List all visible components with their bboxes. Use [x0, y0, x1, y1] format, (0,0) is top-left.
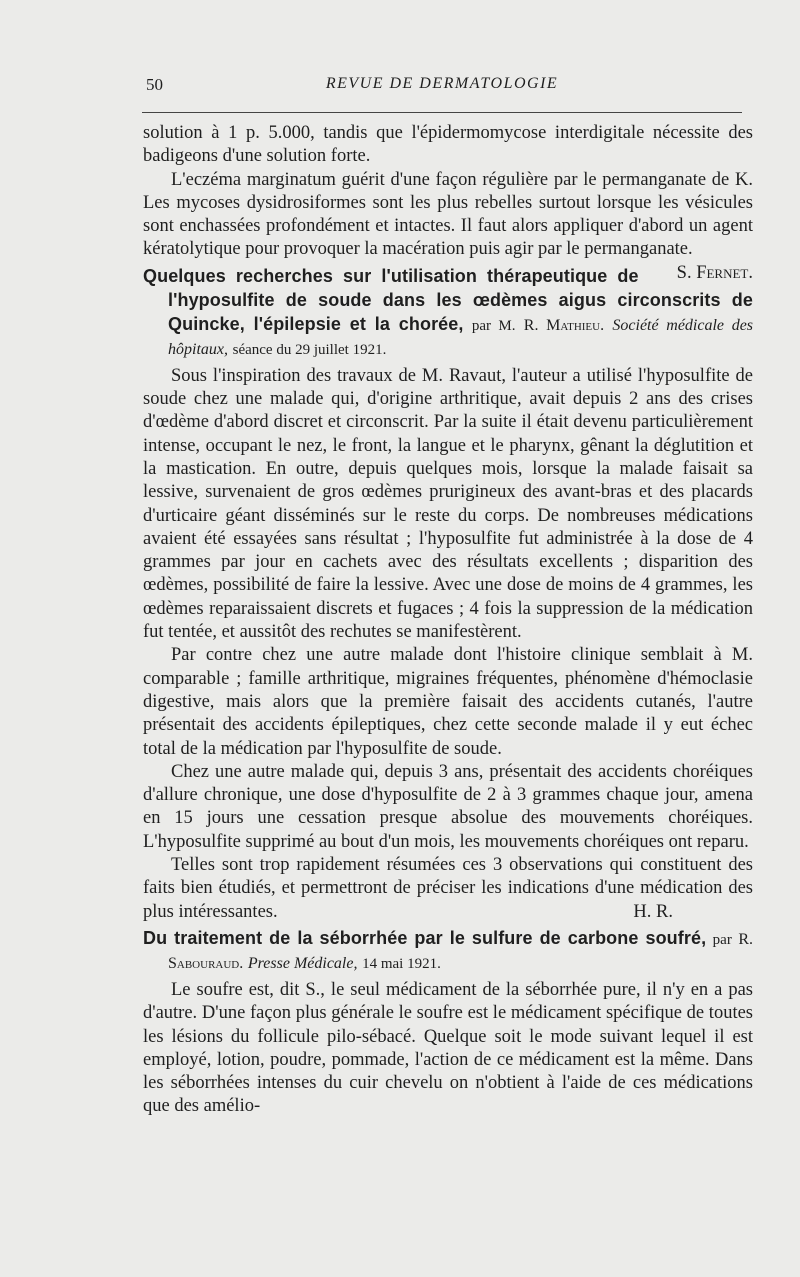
journal-title: REVUE DE DERMATOLOGIE — [325, 75, 559, 92]
article-hyposulfite-date: séance du 29 juillet 1921. — [232, 341, 387, 358]
article-hyposulfite-paragraph — [143, 854, 753, 924]
article-seborrhee-paragraph: Le soufre est, dit S., le seul médicament de la séborrhée pure, il n'y en a pas d'autre. D'une façon plus générale le soufre est le médicament spécifique de toutes les lésions du follicule pilo-sébacé. Quelque soit le mode suivant lequel il est employé, lotion, poudre, pommade, l'action de ce médicament est la même. Dans les séborrhées intenses du cuir chevelu on n'obtient à l'aide de ces médications que des amélio- — [143, 979, 753, 1117]
article-hyposulfite-author: R. Mathieu. — [523, 316, 605, 334]
article-seborrhee-title: Du traitement de la séborrhée par le sulfure de carbone soufré, — [143, 927, 707, 948]
eczema-paragraph — [143, 169, 753, 283]
article-hyposulfite-paragraph: Sous l'inspiration des travaux de M. Ravaut, l'auteur a utilisé l'hyposulfite de soude chez une malade qui, d'origine arthritique, avait depuis 2 ans des crises d'œdème d'abord discret et circonscrit. Par la suite il était devenu particulièrement intense, occupant le nez, le front, la langue et le pharynx, gênant la déglutition et la mastication. En outre, depuis quelques mois, lorsque la malade faisait sa lessive, survenaient de gros œdèmes prurigineux des avant-bras et des placards d'urticaire géant disséminés sur le reste du corps. De nombreuses médications avaient été essayées sans résultat ; l'hyposulfite fut administrée à la dose de 4 grammes par jour en cachets avec des résultats excellents ; disparition des œdèmes, possibilité de faire la lessive. Avec une dose de moins de 4 grammes, les œdèmes reparaissaient discrets et fugaces ; 4 fois la suppression de la médication fut tentée, et aussitôt des rechutes se manifestèrent. — [143, 365, 753, 643]
article-hyposulfite-title: Quelques recherches sur l'utilisation thérapeutique de l'hyposulfite de soude dans les œdèmes aigus circonscrits de Quincke, l'épilepsie et la chorée, — [143, 265, 753, 334]
article-seborrhee-source: Presse Médicale, — [247, 954, 358, 972]
header-rule — [142, 112, 742, 113]
article-hyposulfite-source: Société médicale des hôpitaux, — [168, 316, 754, 358]
page-body — [143, 122, 753, 1119]
article-hyposulfite-closing-text: Telles sont trop rapidement résumées ces 3 observations qui constituent des faits bien étudiés, et permettront de préciser les indications d'une médication des plus intéressantes. — [143, 855, 753, 922]
signature-hr: H. R. — [633, 901, 673, 922]
signature-fernet: S. Fernet. — [676, 262, 753, 283]
article-seborrhee-date: 14 mai 1921. — [362, 955, 441, 972]
article-seborrhee-author: R. Sabouraud. — [168, 930, 753, 972]
running-head — [142, 75, 742, 105]
article-hyposulfite-by: par M. — [471, 317, 516, 334]
page-number: 50 — [146, 75, 163, 94]
article-seborrhee-by: par — [712, 931, 732, 948]
article-seborrhee-heading — [143, 927, 753, 976]
article-hyposulfite-paragraph: Chez une autre malade qui, depuis 3 ans, présentait des accidents choréiques d'allure chronique, une dose d'hyposulfite de 2 à 3 grammes chaque jour, amena en 15 jours une cessation presque absolue des mouvements choréiques. L'hyposulfite supprimé au bout d'un mois, les mouvements choréiques ont reparu. — [143, 761, 753, 852]
eczema-text: L'eczéma marginatum guérit d'une façon régulière par le permanganate de K. Les mycoses dysidrosiformes sont les plus rebelles surtout lorsque les vésicules sont enchassées profondément et intactes. Il faut alors appliquer d'abord un agent kératolytique pour provoquer la macération puis agir par le permanganate. — [143, 169, 753, 260]
continuation-paragraph: solution à 1 p. 5.000, tandis que l'épidermomycose interdigitale nécessite des badigeons d'une solution forte. — [143, 123, 753, 167]
article-hyposulfite-paragraph: Par contre chez une autre malade dont l'histoire clinique semblait à M. comparable ; famille arthritique, migraines fréquentes, phénomène d'hémoclasie digestive, mais alors que la première faisait des accidents cutanés, l'autre présentait des accidents épileptiques, chez cette seconde malade il y eut échec total de la médication par l'hyposulfite de soude. — [143, 645, 753, 759]
